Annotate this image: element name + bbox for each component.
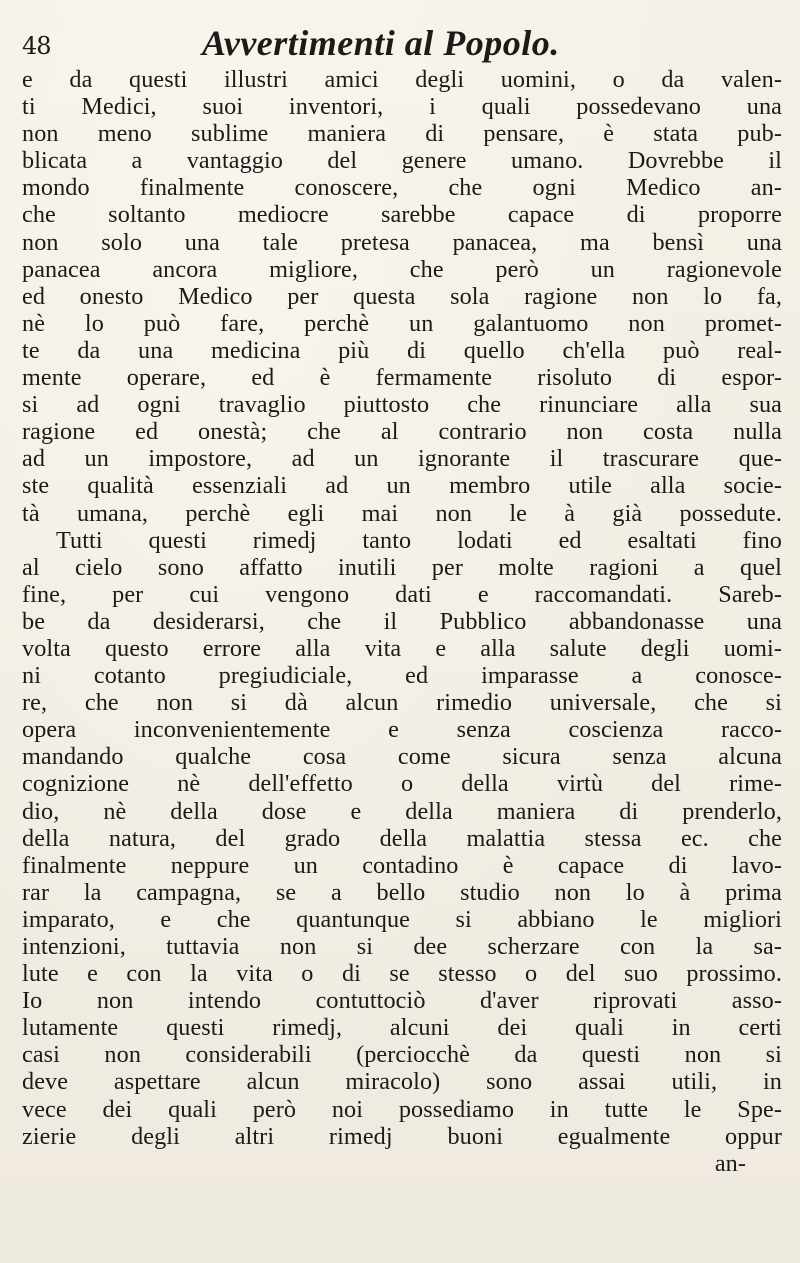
page-header [22, 18, 782, 68]
text-line: be da desiderarsi, che il Pubblico abbandonasse una [22, 607, 782, 635]
text-line: panacea ancora migliore, che però un ragionevole [22, 255, 782, 283]
text-line: ste qualità essenziali ad un membro utile alla socie- [22, 472, 782, 500]
text-line: re, che non si dà alcun rimedio universale, che si [22, 689, 782, 717]
text-line: nè lo può fare, perchè un galantuomo non promet- [22, 309, 782, 337]
text-line: Io non intendo contuttociò d'aver riprovati asso- [22, 987, 782, 1015]
text-line: blicata a vantaggio del genere umano. Dovrebbe il [22, 147, 782, 175]
text-line: deve aspettare alcun miracolo) sono assai utili, in [22, 1068, 782, 1096]
text-line: mente operare, ed è fermamente risoluto di espor- [22, 364, 782, 392]
text-line: mandando qualche cosa come sicura senza alcuna [22, 743, 782, 771]
paragraph-first-line: Tutti questi rimedj tanto lodati ed esaltati fino [56, 526, 782, 554]
text-line: tà umana, perchè egli mai non le à già possedute. [22, 499, 782, 527]
catchword: an- [714, 1149, 746, 1177]
text-line: lutamente questi rimedj, alcuni dei quali in certi [22, 1014, 782, 1042]
text-line: al cielo sono affatto inutili per molte ragioni a quel [22, 553, 782, 581]
text-line: casi non considerabili (perciocchè da questi non si [22, 1041, 782, 1069]
text-line: vece dei quali però noi possediamo in tutte le Spe- [22, 1095, 782, 1123]
text-line: ad un impostore, ad un ignorante il trascurare que- [22, 445, 782, 473]
text-line: te da una medicina più di quello ch'ella può real- [22, 336, 782, 364]
text-line: zierie degli altri rimedj buoni egualmente oppur [22, 1122, 782, 1150]
text-line: finalmente neppure un contadino è capace di lavo- [22, 851, 782, 879]
text-line: ragione ed onestà; che al contrario non costa nulla [22, 418, 782, 446]
text-line: lute e con la vita o di se stesso o del suo prossimo. [22, 960, 782, 988]
text-line: e da questi illustri amici degli uomini, o da valen- [22, 66, 782, 93]
text-line: ti Medici, suoi inventori, i quali possedevano una [22, 93, 782, 121]
text-line: cognizione nè dell'effetto o della virtù del rime- [22, 770, 782, 798]
text-line: imparato, e che quantunque si abbiano le migliori [22, 905, 782, 933]
page-number: 48 [22, 32, 51, 60]
text-line: volta questo errore alla vita e alla salute degli uomi- [22, 634, 782, 662]
text-line: fine, per cui vengono dati e raccomandati. Sareb- [22, 580, 782, 608]
body-text [22, 66, 782, 1177]
text-line: si ad ogni travaglio piuttosto che rinunciare alla sua [22, 391, 782, 419]
text-line: ni cotanto pregiudiciale, ed imparasse a conosce- [22, 662, 782, 690]
text-line: non solo una tale pretesa panacea, ma bensì una [22, 228, 782, 256]
text-line: della natura, del grado della malattia stessa ec. che [22, 824, 782, 852]
text-line: dio, nè della dose e della maniera di prenderlo, [22, 797, 782, 825]
text-line: intenzioni, tuttavia non si dee scherzare con la sa- [22, 933, 782, 960]
text-line: mondo finalmente conoscere, che ogni Medico an- [22, 174, 782, 202]
text-line: rar la campagna, se a bello studio non lo à prima [22, 878, 782, 906]
text-line: opera inconvenientemente e senza coscienza racco- [22, 716, 782, 744]
text-line: che soltanto mediocre sarebbe capace di proporre [22, 201, 782, 229]
text-line: non meno sublime maniera di pensare, è stata pub- [22, 120, 782, 148]
text-line: ed onesto Medico per questa sola ragione non lo fa, [22, 282, 782, 310]
running-title: Avvertimenti al Popolo. [202, 23, 560, 63]
